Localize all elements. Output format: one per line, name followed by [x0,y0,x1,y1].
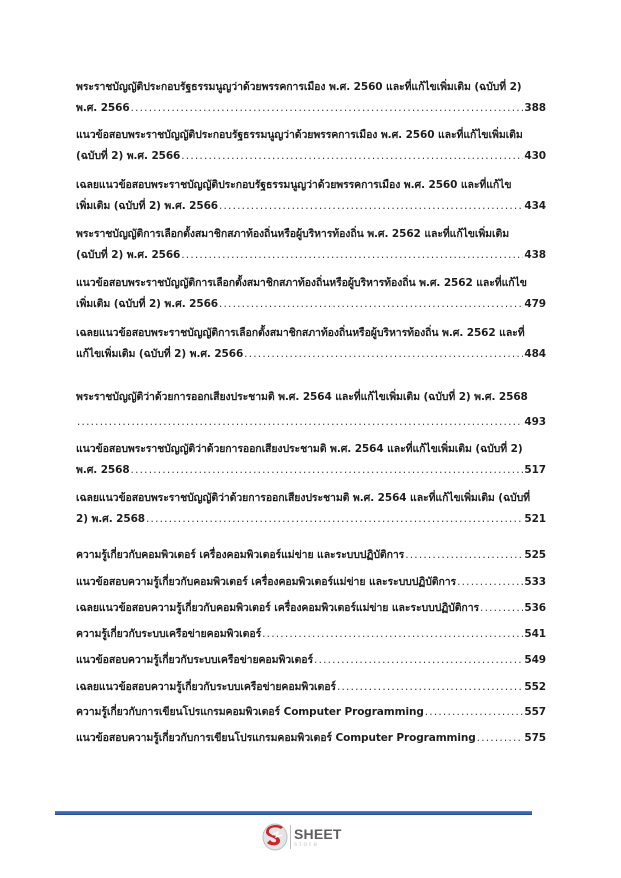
toc-entry-leader-line [76,196,546,217]
toc-page-number: 438 [524,249,546,261]
sheet-store-logo [262,822,342,852]
toc-page-number: 536 [524,602,546,614]
toc-entry[interactable] [76,175,546,217]
toc-entry-leader-line [76,598,546,619]
dot-leader [131,98,524,119]
toc-entry[interactable] [76,598,546,619]
dot-leader [181,245,523,266]
toc-entry-title-line-1: พระราชบัญญัติการเลือกตั้งสมาชิกสภาท้องถิ่นหรือผู้บริหารท้องถิ่น พ.ศ. 2562 และที่แก้ไขเพิ่มเติม [76,228,510,240]
toc-entry-title-line-1: แนวข้อสอบพระราชบัญญัติว่าด้วยการออกเสียงประชามติ พ.ศ. 2564 และที่แก้ไขเพิ่มเติม (ฉบับที่ 2) [76,443,523,455]
toc-entry[interactable] [76,677,546,698]
dot-leader [146,509,523,530]
toc-entry-leader-line [76,294,546,315]
logo-text [294,827,342,848]
toc-entry-leader-line [76,545,546,566]
toc-entry-title-line-2: (ฉบับที่ 2) พ.ศ. 2566 [76,249,181,261]
toc-entry[interactable] [76,624,546,645]
toc-entry-leader-line [76,412,546,433]
toc-entry[interactable] [76,488,546,530]
dot-leader [405,545,523,566]
dot-leader [219,196,523,217]
logo-wordmark: SHEET [294,825,342,842]
toc-page-number: 521 [524,513,546,525]
toc-entry-title-line-2: พ.ศ. 2566 [76,102,130,114]
toc-page-number: 549 [524,654,546,666]
toc-entry-leader-line [76,460,546,481]
toc-entry[interactable] [76,125,546,167]
toc-entry-title: ความรู้เกี่ยวกับการเขียนโปรแกรมคอมพิวเตอร์ Computer Programming [76,706,424,718]
toc-entry-title-line-1: เฉลยแนวข้อสอบพระราชบัญญัติการเลือกตั้งสมาชิกสภาท้องถิ่นหรือผู้บริหารท้องถิ่น พ.ศ. 2562 และที่ [76,327,525,339]
dot-leader [314,650,523,671]
toc-entry-title: แนวข้อสอบความรู้เกี่ยวกับระบบเครือข่ายคอมพิวเตอร์ [76,654,314,666]
dot-leader [244,344,523,365]
toc-entry-leader-line [76,624,546,645]
toc-page-number: 525 [524,549,546,561]
toc-entry[interactable] [76,545,546,566]
toc-entry[interactable] [76,387,546,433]
toc-entry[interactable] [76,728,546,749]
logo-subtext: store [294,841,320,848]
toc-entry-leader-line [76,509,546,530]
toc-entry-leader-line [76,677,546,698]
dot-leader [480,598,523,619]
toc-entry-title: ความรู้เกี่ยวกับระบบเครือข่ายคอมพิวเตอร์ [76,628,262,640]
dot-leader [477,728,524,749]
toc-page-number: 388 [524,102,546,114]
toc-entry-title-line-2: (ฉบับที่ 2) พ.ศ. 2566 [76,150,181,162]
toc-page-number: 517 [524,464,546,476]
toc-page-number: 484 [524,348,546,360]
toc-page-number: 533 [524,576,546,588]
toc-entry-title-line-2: พ.ศ. 2568 [76,464,130,476]
toc-entry[interactable] [76,273,546,315]
toc-entry-leader-line [76,146,546,167]
dot-leader [262,624,523,645]
dot-leader [457,572,523,593]
toc-entry-title-line-2: เพิ่มเติม (ฉบับที่ 2) พ.ศ. 2566 [76,298,218,310]
dot-leader [131,460,524,481]
toc-entry-title-line-1: แนวข้อสอบพระราชบัญญัติประกอบรัฐธรรมนูญว่าด้วยพรรคการเมือง พ.ศ. 2560 และที่แก้ไขเพิ่มเติม [76,129,523,141]
dot-leader [425,702,524,723]
toc-entry-leader-line [76,344,546,365]
footer-divider [55,811,532,815]
dot-leader [77,412,523,433]
toc-entry[interactable] [76,702,546,723]
toc-entry-title-line-2: แก้ไขเพิ่มเติม (ฉบับที่ 2) พ.ศ. 2566 [76,348,244,360]
toc-entry[interactable] [76,572,546,593]
toc-entry-title-line-1: แนวข้อสอบพระราชบัญญัติการเลือกตั้งสมาชิกสภาท้องถิ่นหรือผู้บริหารท้องถิ่น พ.ศ. 2562 และที่แก้ไข [76,277,527,289]
toc-entry[interactable] [76,77,546,119]
toc-page-number: 557 [524,706,546,718]
dot-leader [219,294,523,315]
toc-entry-title: ความรู้เกี่ยวกับคอมพิวเตอร์ เครื่องคอมพิวเตอร์แม่ข่าย และระบบปฏิบัติการ [76,549,405,561]
toc-entry[interactable] [76,650,546,671]
toc-page-number: 479 [524,298,546,310]
toc-page-number: 552 [524,681,546,693]
toc-page-number: 575 [524,732,546,744]
toc-entry-title-line-2: เพิ่มเติม (ฉบับที่ 2) พ.ศ. 2566 [76,200,218,212]
toc-entry-title: เฉลยแนวข้อสอบความรู้เกี่ยวกับคอมพิวเตอร์ เครื่องคอมพิวเตอร์แม่ข่าย และระบบปฏิบัติการ [76,602,480,614]
toc-entry-title-line-1: เฉลยแนวข้อสอบพระราชบัญญัติประกอบรัฐธรรมนูญว่าด้วยพรรคการเมือง พ.ศ. 2560 และที่แก้ไข [76,179,512,191]
toc-entry-title: แนวข้อสอบความรู้เกี่ยวกับการเขียนโปรแกรมคอมพิวเตอร์ Computer Programming [76,732,476,744]
toc-page-number: 430 [524,150,546,162]
toc-entry-leader-line [76,245,546,266]
toc-entry-leader-line [76,572,546,593]
toc-page-number: 541 [524,628,546,640]
toc-entry-title-line-1: พระราชบัญญัติว่าด้วยการออกเสียงประชามติ พ.ศ. 2564 และที่แก้ไขเพิ่มเติม (ฉบับที่ 2) พ.ศ. 2568 [76,391,528,403]
toc-entry-leader-line [76,702,546,723]
toc-entry-title-line-1: เฉลยแนวข้อสอบพระราชบัญญัติว่าด้วยการออกเสียงประชามติ พ.ศ. 2564 และที่แก้ไขเพิ่มเติม (ฉบับที่ [76,492,530,504]
toc-entry-title: แนวข้อสอบความรู้เกี่ยวกับคอมพิวเตอร์ เครื่องคอมพิวเตอร์แม่ข่าย และระบบปฏิบัติการ [76,576,457,588]
dot-leader [337,677,523,698]
toc-entry-leader-line [76,728,546,749]
toc-entry-leader-line [76,98,546,119]
dot-leader [181,146,523,167]
toc-entry-leader-line [76,650,546,671]
toc-page-number: 493 [524,416,546,428]
toc-page-number: 434 [524,200,546,212]
toc-entry-title: เฉลยแนวข้อสอบความรู้เกี่ยวกับระบบเครือข่ายคอมพิวเตอร์ [76,681,336,693]
toc-entry[interactable] [76,323,546,365]
logo-separator [290,825,291,849]
toc-entry[interactable] [76,224,546,266]
sheet-store-s-icon [262,823,288,851]
toc-entry[interactable] [76,439,546,481]
toc-entry-title-line-2: 2) พ.ศ. 2568 [76,513,146,525]
toc-entry-title-line-1: พระราชบัญญัติประกอบรัฐธรรมนูญว่าด้วยพรรคการเมือง พ.ศ. 2560 และที่แก้ไขเพิ่มเติม (ฉบับที่ 2) [76,81,522,93]
